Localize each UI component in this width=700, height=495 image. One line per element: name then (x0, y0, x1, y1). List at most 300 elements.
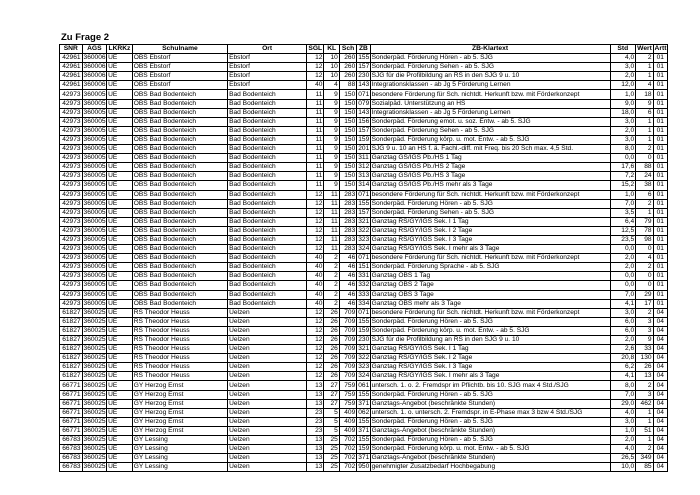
column-header: ZB (357, 45, 370, 54)
table-cell: 2,0 (610, 436, 636, 445)
table-cell: 78 (636, 226, 653, 235)
table-cell: 4 (324, 81, 339, 90)
table-cell: 01 (653, 299, 667, 308)
table-cell: 4 (636, 81, 653, 90)
table-cell: Ganztag RS/GY/IGS Sek. I 3 Tage (370, 235, 610, 244)
table-cell: 01 (653, 72, 667, 81)
table-cell: 321 (358, 217, 370, 225)
table-row (60, 208, 668, 217)
table-cell: 360025 (83, 445, 106, 453)
column-header: Ort (228, 45, 307, 54)
table-cell: 11 (307, 172, 324, 181)
table-cell: 40 (307, 254, 324, 263)
table-cell: 9 (324, 99, 339, 108)
table-cell: 38 (636, 181, 653, 190)
table-cell: UE (107, 299, 133, 308)
table-cell: GY Lessing (132, 463, 227, 472)
table-cell: 61827 (60, 345, 83, 354)
table-cell: 360025 (83, 326, 106, 334)
table-cell: Bad Bodenteich (228, 135, 307, 144)
table-cell: Bad Bodenteich (228, 208, 307, 217)
table-cell: 6,0 (610, 326, 636, 335)
table-cell: 702 (339, 445, 356, 454)
table-cell: 360005 (83, 226, 106, 234)
table-cell: 143 (358, 81, 370, 89)
table-cell: 314 (358, 181, 370, 189)
table-cell: 04 (653, 399, 667, 408)
table-cell: 42973 (60, 135, 83, 144)
table-cell: 4 (636, 254, 653, 263)
table-cell: 0 (636, 281, 653, 290)
table-cell: 360005 (83, 135, 106, 143)
table-cell: 9 (324, 154, 339, 163)
table-cell: untersch. 1. o. 2. Fremdspr im Pflichtb. bis 10. SJG max 4 Std./SJG (370, 381, 610, 390)
table-cell: 062 (358, 408, 370, 416)
column-header: LKRKz (108, 45, 131, 53)
table-cell: GY Herzog Ernst (132, 408, 227, 417)
table-cell: 88 (636, 163, 653, 172)
table-cell: 0 (636, 245, 653, 254)
table-cell: 360006 (83, 54, 106, 62)
table-cell: RS Theodor Heuss (132, 336, 227, 345)
table-cell: 40 (307, 299, 324, 308)
table-cell: 42973 (60, 190, 83, 199)
table-cell: 42973 (60, 217, 83, 226)
table-cell: Bad Bodenteich (228, 163, 307, 172)
table-cell: 11 (307, 90, 324, 99)
table-cell: 12 (307, 54, 324, 63)
table-row (60, 181, 668, 190)
table-cell: SJG 9 u. 10 an HS f. ä. Fachl.-diff. mit Freq. bis 20 Sch max. 4,5 Std. (370, 145, 610, 154)
table-row (60, 390, 668, 399)
table-cell: 2 (324, 254, 339, 263)
table-cell: 01 (653, 163, 667, 172)
table-cell: 10 (324, 72, 339, 81)
table-cell: 360006 (83, 63, 106, 71)
table-cell: UE (107, 426, 133, 435)
table-cell: SJG für die Profilbildung an RS in den SJG 9 u. 10 (370, 72, 610, 81)
table-cell: OBS Bad Bodenteich (132, 226, 227, 235)
table-cell: UE (107, 54, 133, 63)
table-cell: 360025 (83, 308, 106, 316)
table-cell: OBS Bad Bodenteich (132, 117, 227, 126)
table-cell: OBS Bad Bodenteich (132, 99, 227, 108)
table-cell: 9 (324, 163, 339, 172)
table-cell: UE (107, 272, 133, 281)
table-cell: 0 (636, 272, 653, 281)
table-cell: 360025 (83, 372, 106, 380)
table-cell: 2 (636, 263, 653, 272)
table-cell: 0,0 (610, 245, 636, 254)
table-row (60, 172, 668, 181)
table-cell: 1 (636, 117, 653, 126)
table-cell: 360006 (83, 81, 106, 89)
table-cell: 5 (324, 417, 339, 426)
table-cell: 11 (307, 181, 324, 190)
table-cell: 360005 (83, 281, 106, 289)
table-cell: besondere Förderung für Sch. nichtdt. Herkunft bzw. mit Förderkonzept (370, 190, 610, 199)
table-cell: 40 (307, 290, 324, 299)
table-cell: 12 (307, 226, 324, 235)
table-cell: OBS Bad Bodenteich (132, 299, 227, 308)
table-cell: 150 (339, 163, 356, 172)
table-cell: Uelzen (228, 336, 307, 345)
table-row (60, 154, 668, 163)
table-cell: 9,0 (610, 99, 636, 108)
table-cell: UE (107, 436, 133, 445)
table-cell: 360025 (83, 317, 106, 325)
table-cell: 27 (324, 390, 339, 399)
table-cell: 12 (307, 363, 324, 372)
table-cell: 334 (358, 299, 370, 307)
table-cell: 1 (636, 72, 653, 81)
table-cell: Bad Bodenteich (228, 299, 307, 308)
table-row (60, 63, 668, 72)
table-cell: 4,0 (610, 54, 636, 63)
table-cell: 66771 (60, 381, 83, 390)
column-header: KL (324, 45, 339, 54)
table-cell: 061 (358, 381, 370, 389)
table-cell: 11 (324, 235, 339, 244)
table-cell: 230 (358, 72, 370, 80)
table-cell: 3,0 (610, 417, 636, 426)
table-cell: 01 (653, 245, 667, 254)
table-cell: 01 (653, 135, 667, 144)
table-cell: 324 (358, 245, 370, 253)
table-cell: 29,0 (610, 399, 636, 408)
table-cell: 321 (358, 345, 370, 353)
table-cell: 11 (307, 154, 324, 163)
table-cell: 360005 (83, 236, 106, 244)
table-cell: UE (107, 190, 133, 199)
table-cell: 2,0 (610, 263, 636, 272)
table-cell: 04 (653, 345, 667, 354)
table-cell: 12 (307, 72, 324, 81)
table-cell: 13 (307, 445, 324, 454)
table-cell: 1 (636, 417, 653, 426)
table-cell: 01 (653, 208, 667, 217)
table-cell: 3,0 (610, 63, 636, 72)
table-cell: 409 (339, 426, 356, 435)
table-cell: 3 (636, 317, 653, 326)
table-cell: 709 (339, 345, 356, 354)
table-cell: 01 (653, 272, 667, 281)
table-cell: 42973 (60, 199, 83, 208)
table-cell: 42973 (60, 254, 83, 263)
table-row (60, 145, 668, 154)
table-cell: 1,0 (610, 90, 636, 99)
table-cell: 6,4 (610, 217, 636, 226)
table-cell: Ganztag GS/IGS Pb./HS 3 Tage (370, 172, 610, 181)
table-cell: Bad Bodenteich (228, 245, 307, 254)
table-cell: 283 (339, 235, 356, 244)
table-cell: 159 (358, 445, 370, 453)
table-cell: 13 (307, 399, 324, 408)
table-cell: Bad Bodenteich (228, 145, 307, 154)
table-cell: 283 (339, 190, 356, 199)
table-cell: 13 (307, 436, 324, 445)
table-cell: 23 (307, 426, 324, 435)
table-cell: 360005 (83, 154, 106, 162)
table-cell: 360025 (83, 345, 106, 353)
table-cell: UE (107, 308, 133, 317)
table-cell: 13 (307, 390, 324, 399)
table-cell: 66783 (60, 445, 83, 454)
table-cell: 42973 (60, 108, 83, 117)
table-cell: 11 (324, 190, 339, 199)
table-cell: 323 (358, 363, 370, 371)
table-cell: 313 (358, 172, 370, 180)
table-cell: 150 (339, 135, 356, 144)
table-cell: 04 (653, 336, 667, 345)
table-cell: 98 (636, 235, 653, 244)
table-cell: 42973 (60, 117, 83, 126)
table-cell: 2 (636, 199, 653, 208)
table-row (60, 417, 668, 426)
table-cell: GY Herzog Ernst (132, 390, 227, 399)
table-cell: 9 (324, 126, 339, 135)
table-cell: 360005 (83, 90, 106, 98)
table-cell: UE (107, 63, 133, 72)
table-cell: 709 (339, 336, 356, 345)
table-cell: 4,0 (610, 445, 636, 454)
table-cell: 12 (307, 326, 324, 335)
table-cell: UE (107, 72, 133, 81)
table-cell: untersch. 1. o. untersch. 2. Fremdspr. in E-Phase max 3 bzw 4 Std./SJG (370, 408, 610, 417)
table-cell: Sonderpäd. Förderung Hören - ab 5. SJG (370, 436, 610, 445)
table-cell: OBS Bad Bodenteich (132, 254, 227, 263)
table-cell: UE (107, 99, 133, 108)
table-cell: Uelzen (228, 445, 307, 454)
table-cell: 12 (307, 317, 324, 326)
table-cell: 12 (307, 308, 324, 317)
table-cell: 360005 (83, 190, 106, 198)
table-cell: 260 (339, 54, 356, 63)
table-cell: 360025 (83, 417, 106, 425)
table-cell: 360025 (83, 454, 106, 462)
table-cell: Ebstorf (228, 54, 307, 63)
table-cell: 311 (358, 154, 369, 162)
table-cell: Bad Bodenteich (228, 254, 307, 263)
table-cell: Uelzen (228, 326, 307, 335)
table-cell: 371 (358, 454, 370, 462)
table-cell: UE (107, 208, 133, 217)
table-cell: 01 (653, 217, 667, 226)
column-header: SNR (60, 45, 83, 54)
table-cell: 709 (339, 326, 356, 335)
table-cell: 462 (636, 399, 653, 408)
table-cell: 42973 (60, 163, 83, 172)
table-cell: 9 (636, 336, 653, 345)
table-cell: Uelzen (228, 317, 307, 326)
table-cell: 331 (358, 272, 370, 280)
table-cell: UE (107, 199, 133, 208)
table-cell: 283 (339, 217, 356, 226)
table-cell: 25 (324, 454, 339, 463)
table-row (60, 326, 668, 335)
table-cell: 159 (358, 135, 370, 143)
table-cell: Sonderpäd. Förderung Hören - ab 5. SJG (370, 199, 610, 208)
table-row (60, 90, 668, 99)
table-cell: OBS Bad Bodenteich (132, 154, 227, 163)
table-cell: 01 (653, 145, 667, 154)
table-cell: GY Herzog Ernst (132, 399, 227, 408)
table-cell: Ganztag RS/GY/IGS Sek. I mehr als 3 Tage (370, 372, 610, 381)
table-cell: Uelzen (228, 345, 307, 354)
table-cell: 150 (339, 117, 356, 126)
table-cell: 4,1 (610, 372, 636, 381)
table-cell: 9 (324, 117, 339, 126)
table-cell: Uelzen (228, 417, 307, 426)
table-cell: RS Theodor Heuss (132, 372, 227, 381)
table-cell: 1 (636, 126, 653, 135)
table-cell: UE (107, 390, 133, 399)
table-cell: 323 (358, 236, 370, 244)
table-cell: 3,0 (610, 117, 636, 126)
table-row (60, 163, 668, 172)
table-cell: 159 (358, 326, 370, 334)
table-cell: Bad Bodenteich (228, 217, 307, 226)
table-cell: UE (107, 363, 133, 372)
table-cell: 01 (653, 281, 667, 290)
table-cell: 01 (653, 199, 667, 208)
table-cell: 2 (324, 272, 339, 281)
table-cell: 46 (339, 281, 356, 290)
table-cell: Sonderpäd. Förderung Hören - ab 5. SJG (370, 417, 610, 426)
table-row (60, 345, 668, 354)
table-cell: 42961 (60, 72, 83, 81)
table-cell: Bad Bodenteich (228, 263, 307, 272)
table-cell: 42973 (60, 154, 83, 163)
table-cell: 12 (307, 63, 324, 72)
table-cell: Ganztag OBS mehr als 3 Tage (370, 299, 610, 308)
table-cell: Sonderpäd. Förderung Sehen - ab 5. SJG (370, 208, 610, 217)
table-row (60, 263, 668, 272)
table-cell: GY Lessing (132, 445, 227, 454)
table-cell: 360005 (83, 126, 106, 134)
table-cell: 01 (653, 226, 667, 235)
table-cell: 17 (636, 299, 653, 308)
table-cell: 1 (636, 436, 653, 445)
table-body (60, 54, 668, 472)
table-cell: 409 (339, 417, 356, 426)
table-cell: Sonderpäd. Förderung körp. u. mot. Entw. - ab 5. SJG (370, 326, 610, 335)
table-cell: 360005 (83, 145, 106, 153)
column-header: SGL (308, 45, 323, 53)
table-cell: OBS Bad Bodenteich (132, 90, 227, 99)
table-cell: UE (107, 345, 133, 354)
table-cell: Ebstorf (228, 63, 307, 72)
table-cell: 01 (653, 154, 667, 163)
table-cell: UE (107, 372, 133, 381)
table-row (60, 226, 668, 235)
table-row (60, 336, 668, 345)
table-cell: 3,0 (610, 308, 636, 317)
table-cell: 20,8 (610, 354, 636, 363)
table-cell: 360025 (83, 381, 106, 389)
table-cell: 6 (636, 190, 653, 199)
table-cell: 23 (307, 408, 324, 417)
table-cell: Sonderpäd. Förderung emot. u. soz. Entw. - ab 5. SJG (370, 117, 610, 126)
table-cell: 61827 (60, 363, 83, 372)
table-cell: 46 (339, 254, 356, 263)
table-cell: 7,0 (610, 290, 636, 299)
table-cell: 40 (307, 81, 324, 90)
table-cell: 2,0 (610, 72, 636, 81)
table-cell: 360025 (83, 390, 106, 398)
table-cell: OBS Bad Bodenteich (132, 290, 227, 299)
table-cell: 25 (324, 463, 339, 472)
table-cell: 349 (636, 454, 653, 463)
table-cell: 04 (653, 372, 667, 381)
table-cell: 371 (358, 426, 370, 434)
column-header: AGS (82, 45, 107, 54)
table-cell: 11 (307, 163, 324, 172)
table-row (60, 381, 668, 390)
table-cell: 27 (324, 399, 339, 408)
table-cell: 42973 (60, 145, 83, 154)
table-cell: UE (107, 81, 133, 90)
table-cell: Uelzen (228, 354, 307, 363)
table-cell: 071 (358, 90, 370, 98)
table-cell: 11 (324, 245, 339, 254)
table-cell: 709 (339, 354, 356, 363)
table-cell: UE (107, 126, 133, 135)
table-cell: 04 (653, 381, 667, 390)
table-cell: 04 (653, 445, 667, 454)
table-row (60, 399, 668, 408)
table-cell: 759 (339, 390, 356, 399)
table-cell: OBS Bad Bodenteich (132, 245, 227, 254)
table-cell: UE (107, 235, 133, 244)
table-cell: 26 (324, 336, 339, 345)
table-cell: 360005 (83, 163, 106, 171)
table-cell: 9 (324, 172, 339, 181)
table-cell: 9 (324, 181, 339, 190)
table-cell: 01 (653, 235, 667, 244)
table-cell: 42973 (60, 299, 83, 308)
table-cell: OBS Bad Bodenteich (132, 190, 227, 199)
table-cell: UE (107, 336, 133, 345)
table-cell: OBS Bad Bodenteich (132, 163, 227, 172)
data-table (59, 44, 668, 472)
table-cell: 360025 (83, 354, 106, 362)
table-cell: GY Herzog Ernst (132, 426, 227, 435)
table-cell: 42973 (60, 235, 83, 244)
table-cell: OBS Bad Bodenteich (132, 208, 227, 217)
table-cell: 66771 (60, 399, 83, 408)
table-cell: Uelzen (228, 372, 307, 381)
table-cell: RS Theodor Heuss (132, 308, 227, 317)
table-cell: Integrationsklassen - ab Jg 5 Förderung Lernen (370, 108, 610, 117)
table-cell: Sonderpäd. Förderung Sehen - ab 5. SJG (370, 63, 610, 72)
table-cell: 2 (324, 281, 339, 290)
table-cell: Uelzen (228, 308, 307, 317)
table-cell: Ganztag RS/GY/IGS Sek. I 1 Tag (370, 217, 610, 226)
table-cell: 01 (653, 99, 667, 108)
table-row (60, 372, 668, 381)
table-cell: 360025 (83, 426, 106, 434)
table-cell: 26 (636, 363, 653, 372)
table-cell: 2 (636, 54, 653, 63)
table-cell: OBS Ebstorf (132, 81, 227, 90)
table-cell: 950 (358, 463, 370, 471)
table-cell: Bad Bodenteich (228, 199, 307, 208)
table-cell: GY Lessing (132, 454, 227, 463)
table-cell: 04 (653, 463, 667, 472)
table-cell: 071 (358, 308, 370, 316)
table-cell: 360005 (83, 299, 106, 307)
